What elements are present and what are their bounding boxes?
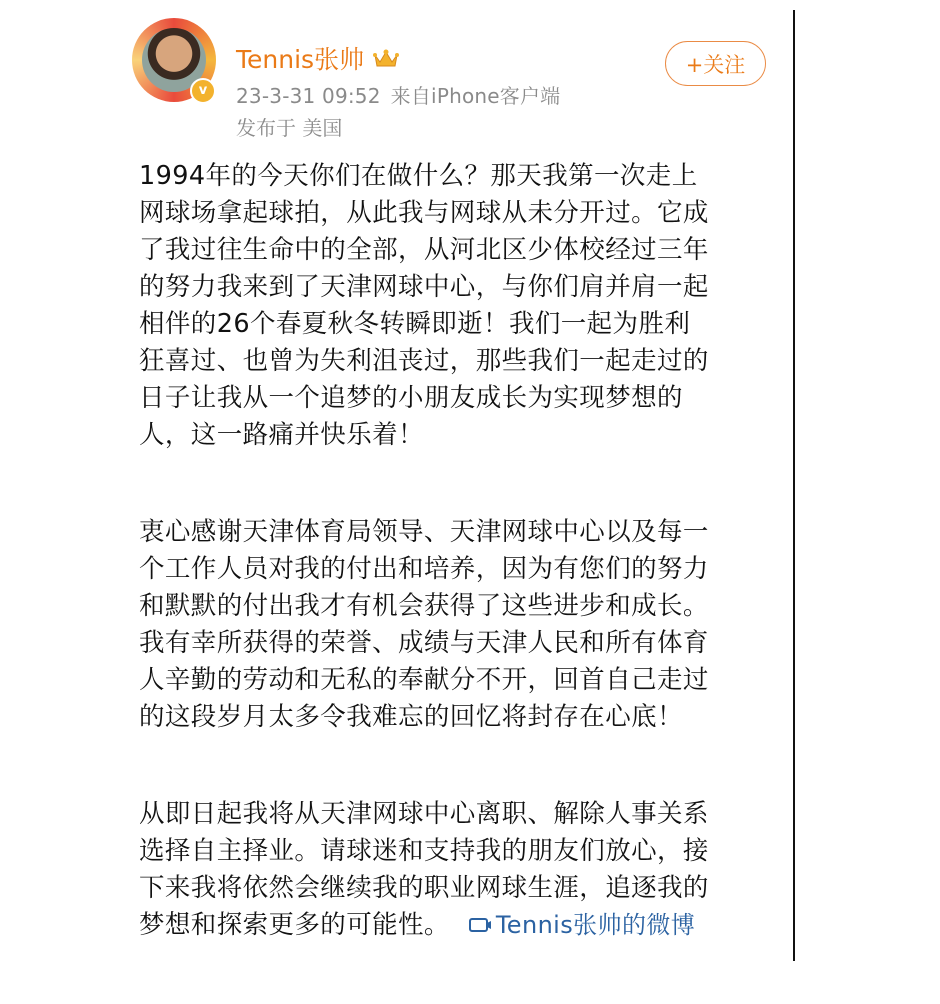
author-name-row (236, 42, 400, 74)
post-paragraph-2 (139, 514, 774, 736)
post-paragraph-3 (139, 796, 774, 944)
post-line: 了我过往生命中的全部，从河北区少体校经过三年 (139, 235, 709, 265)
post-line-text: 梦想和探索更多的可能性。 (139, 910, 450, 940)
avatar[interactable] (132, 18, 216, 102)
weibo-watermark-text: Tennis张帅的微博 (495, 911, 696, 939)
post-line: 个工作人员对我的付出和培养，因为有您们的努力 (139, 554, 709, 584)
username-link[interactable]: Tennis张帅 (236, 45, 365, 74)
post-line: 和默默的付出我才有机会获得了这些进步和成长。 (139, 591, 709, 621)
post-location: 发布于 美国 (236, 116, 343, 140)
post-line (139, 907, 774, 944)
post-line: 下来我将依然会继续我的职业网球生涯，追逐我的 (139, 873, 709, 903)
post-line: 的这段岁月太多令我难忘的回忆将封存在心底！ (139, 702, 683, 732)
verified-badge-icon: v (190, 78, 216, 104)
post-line: 选择自主择业。请球迷和支持我的朋友们放心，接 (139, 836, 709, 866)
post-timestamp: 23-3-31 09:52 (236, 84, 381, 108)
crown-icon (372, 47, 400, 69)
post-line: 衷心感谢天津体育局领导、天津网球中心以及每一 (139, 517, 709, 547)
post-line: 人辛勤的劳动和无私的奉献分不开，回首自己走过 (139, 665, 709, 695)
follow-button[interactable]: +关注 (665, 41, 766, 86)
post-line: 从即日起我将从天津网球中心离职、解除人事关系 (139, 799, 709, 829)
right-border-divider (793, 10, 795, 961)
post-line: 1994年的今天你们在做什么？那天我第一次走上 (139, 161, 698, 191)
post-line: 的努力我来到了天津网球中心，与你们肩并肩一起 (139, 272, 709, 302)
post-meta (236, 80, 570, 109)
post-line: 相伴的26个春夏秋冬转瞬即逝！我们一起为胜利 (139, 309, 691, 339)
post-line: 狂喜过、也曾为失利沮丧过，那些我们一起走过的 (139, 346, 709, 376)
weibo-watermark (468, 911, 695, 939)
post-line: 人，这一路痛并快乐着！ (139, 420, 424, 450)
post-content (139, 158, 774, 1004)
post-line: 我有幸所获得的荣誉、成绩与天津人民和所有体育 (139, 628, 709, 658)
post-line: 日子让我从一个追梦的小朋友成长为实现梦想的 (139, 383, 683, 413)
post-source: 来自iPhone客户端 (390, 84, 561, 108)
post-paragraph-1 (139, 158, 774, 454)
weibo-icon (468, 917, 492, 935)
post-line: 网球场拿起球拍，从此我与网球从未分开过。它成 (139, 198, 709, 228)
